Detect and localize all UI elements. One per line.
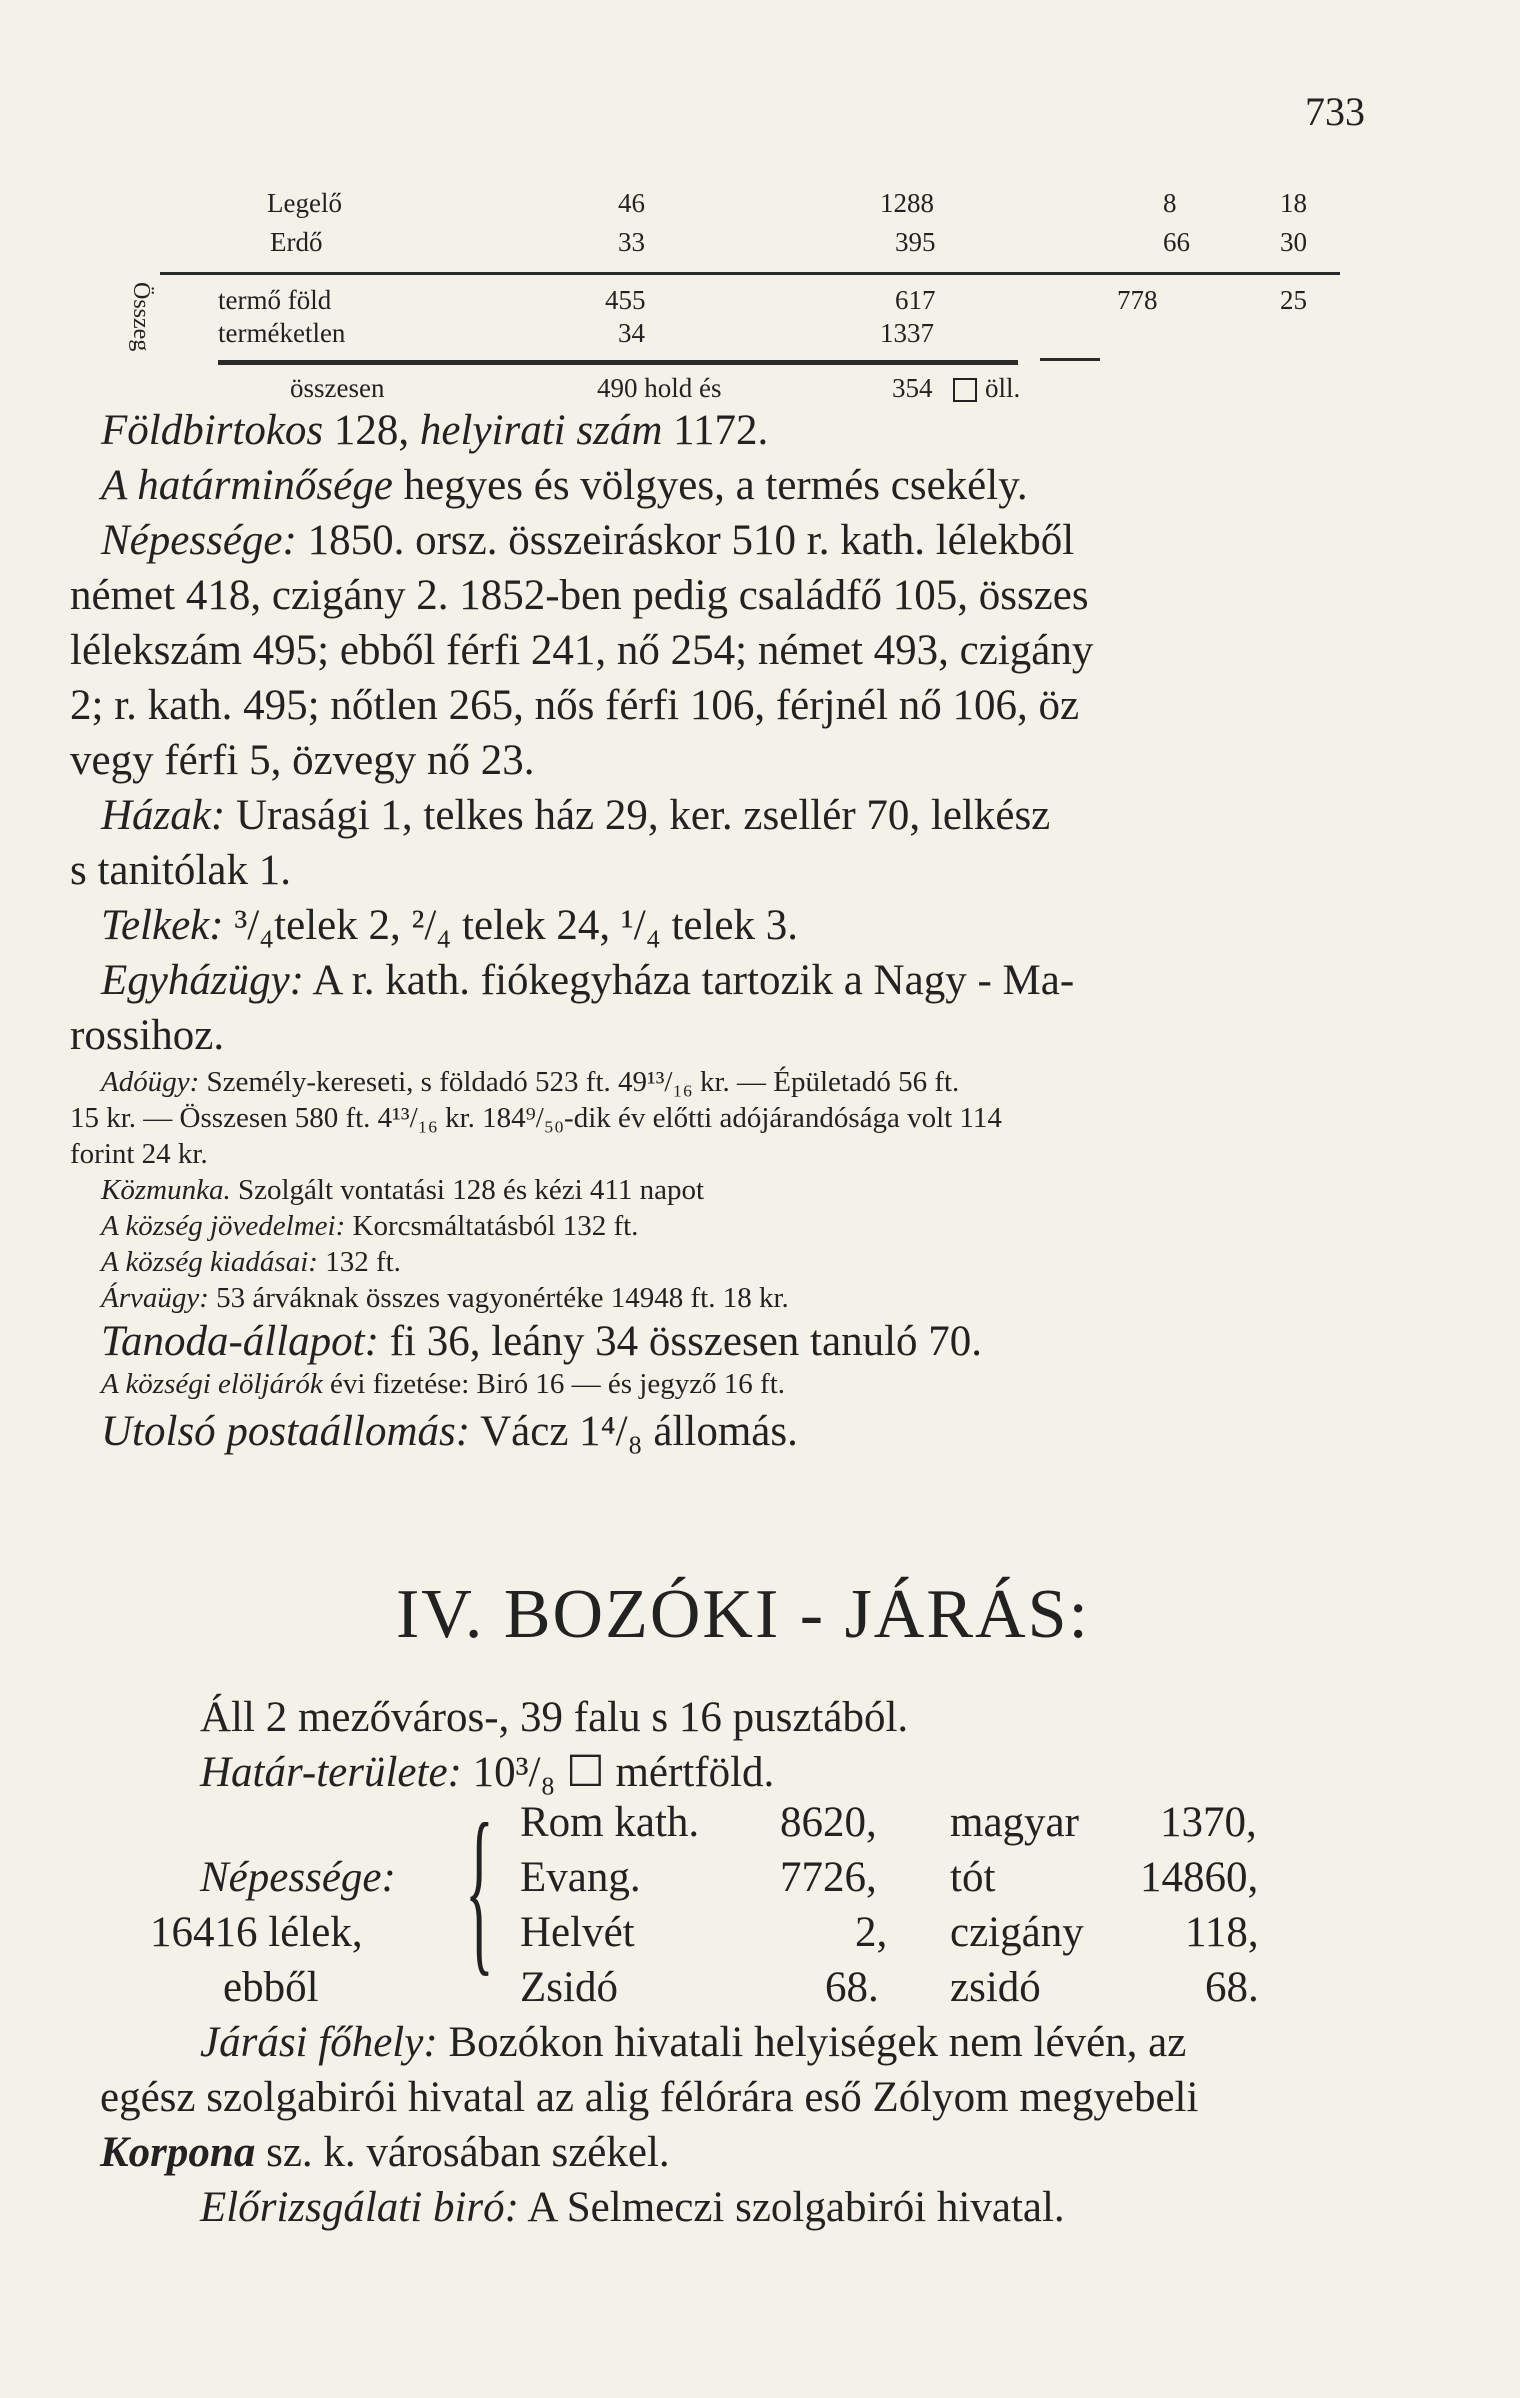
cell: 66 xyxy=(1163,227,1190,257)
pop-rel: Rom kath. xyxy=(520,1799,700,1846)
cell: 46 xyxy=(618,188,645,218)
table-rule xyxy=(218,360,1018,365)
line: Előrizsgálati biró: A Selmeczi szolgabirói hivatal. xyxy=(200,2184,1065,2231)
population-sub: ebből xyxy=(223,1964,319,2011)
pop-n: 8620, xyxy=(780,1799,877,1846)
cell: 455 xyxy=(605,285,646,315)
cell: 1288 xyxy=(880,188,934,218)
cell: 778 xyxy=(1117,285,1158,315)
line: Telkek: ³/₄telek 2, ²/₄ telek 24, ¹/₄ telek 3. xyxy=(101,902,799,949)
pop-rel: Zsidó xyxy=(520,1964,618,2011)
square-icon xyxy=(953,378,977,402)
pop-n: 7726, xyxy=(780,1854,877,1901)
total-label: összesen xyxy=(290,373,385,403)
table-rule xyxy=(1040,358,1100,361)
line: lélekszám 495; ebből férfi 241, nő 254; német 493, czigány xyxy=(70,627,1094,674)
line: s tanitólak 1. xyxy=(70,847,291,894)
line: német 418, czigány 2. 1852-ben pedig családfő 105, összes xyxy=(70,572,1089,619)
cell: 617 xyxy=(895,285,936,315)
pop-m: 68. xyxy=(1205,1964,1259,2011)
total-unit: öll. xyxy=(985,373,1021,403)
cell: 1337 xyxy=(880,318,934,348)
line: Egyházügy: A r. kath. fiókegyháza tartozik a Nagy - Ma- xyxy=(101,957,1075,1004)
row-label: Erdő xyxy=(270,227,323,257)
population-label: Népessége: xyxy=(200,1854,396,1901)
row-label: termő föld xyxy=(218,285,332,315)
line: Népessége: 1850. orsz. összeiráskor 510 r. kath. lélekből xyxy=(101,517,1075,564)
brace: { xyxy=(465,1786,494,1992)
cell: 8 xyxy=(1163,188,1177,218)
line: rossihoz. xyxy=(70,1012,225,1059)
cell: 18 xyxy=(1280,188,1307,218)
table-rule xyxy=(160,272,1340,275)
row-label: terméketlen xyxy=(218,318,346,348)
line: Utolsó postaállomás: Vácz 1⁴/₈ állomás. xyxy=(101,1408,798,1455)
line: 2; r. kath. 495; nőtlen 265, nős férfi 106, férjnél nő 106, öz xyxy=(70,682,1080,729)
cell: 25 xyxy=(1280,285,1307,315)
pop-nat: zsidó xyxy=(950,1964,1041,2011)
pop-n: 2, xyxy=(855,1909,888,1956)
small-line: Közmunka. Szolgált vontatási 128 és kézi 411 napot xyxy=(101,1174,705,1206)
line: egész szolgabirói hivatal az alig félórára eső Zólyom megyebeli xyxy=(100,2074,1199,2121)
pop-m: 1370, xyxy=(1160,1799,1257,1846)
pop-nat: tót xyxy=(950,1854,996,1901)
small-line: A község jövedelmei: Korcsmáltatásból 132 ft. xyxy=(101,1210,639,1242)
pop-rel: Helvét xyxy=(520,1909,635,1956)
pop-nat: magyar xyxy=(950,1799,1079,1846)
small-line: Árvaügy: 53 árváknak összes vagyonértéke 14948 ft. 18 kr. xyxy=(101,1282,789,1314)
line: Áll 2 mezőváros-, 39 falu s 16 pusztából. xyxy=(200,1694,909,1741)
small-line: forint 24 kr. xyxy=(70,1138,208,1170)
cell: 395 xyxy=(895,227,936,257)
line: vegy férfi 5, özvegy nő 23. xyxy=(70,737,535,784)
cell: 33 xyxy=(618,227,645,257)
section-heading: IV. BOZÓKI - JÁRÁS: xyxy=(396,1576,1090,1653)
line: Házak: Urasági 1, telkes ház 29, ker. zsellér 70, lelkész xyxy=(101,792,1051,839)
cell: 34 xyxy=(618,318,645,348)
small-line: Adóügy: Személy-kereseti, s földadó 523 ft. 49¹³/₁₆ kr. — Épületadó 56 ft. xyxy=(101,1066,960,1098)
cell: 30 xyxy=(1280,227,1307,257)
pop-m: 118, xyxy=(1185,1909,1259,1956)
pop-rel: Evang. xyxy=(520,1854,641,1901)
line: Határ-területe: 10³/₈ ☐ mértföld. xyxy=(200,1749,775,1796)
line: Tanoda-állapot: fi 36, leány 34 összesen tanuló 70. xyxy=(101,1318,983,1365)
small-line: 15 kr. — Összesen 580 ft. 4¹³/₁₆ kr. 184⁹/₅₀-dik év előtti adójárandósága volt 114 xyxy=(70,1102,1002,1134)
pop-m: 14860, xyxy=(1140,1854,1259,1901)
total-value: 354 xyxy=(892,373,933,403)
population-total: 16416 lélek, xyxy=(150,1909,363,1956)
small-line: A község kiadásai: 132 ft. xyxy=(101,1246,401,1278)
small-line: A községi elöljárók évi fizetése: Biró 16 — és jegyző 16 ft. xyxy=(101,1368,786,1400)
line: Korpona sz. k. városában székel. xyxy=(100,2129,670,2176)
side-label: Összeg xyxy=(128,282,154,352)
line: A határminősége hegyes és völgyes, a termés csekély. xyxy=(101,462,1028,509)
line: Földbirtokos 128, helyirati szám 1172. xyxy=(101,407,769,454)
row-label: Legelő xyxy=(267,188,342,218)
page-number: 733 xyxy=(1305,89,1365,134)
total-hold: 490 hold és xyxy=(597,373,722,403)
pop-n: 68. xyxy=(825,1964,879,2011)
line: Járási főhely: Bozókon hivatali helyiségek nem lévén, az xyxy=(200,2019,1187,2066)
pop-nat: czigány xyxy=(950,1909,1084,1956)
